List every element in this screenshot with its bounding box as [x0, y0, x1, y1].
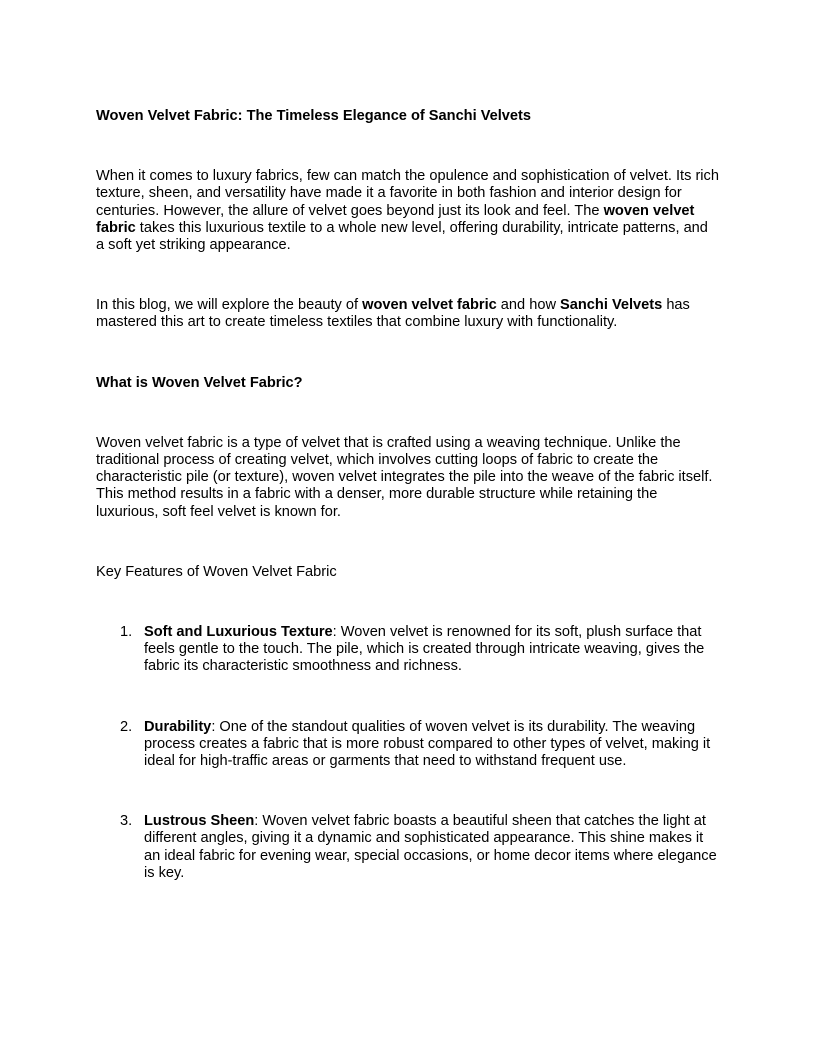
intro-text-2: takes this luxurious textile to a whole new level, offering durability, intricate patterns, and a soft yet striking appearance. — [96, 219, 708, 254]
list-item-term: Durability — [144, 718, 212, 735]
list-item-term: Lustrous Sheen — [144, 813, 255, 830]
list-item — [96, 813, 720, 882]
list-item-number: 2. — [120, 718, 133, 735]
list-item-text: : Woven velvet is renowned for its soft, plush surface that feels gentle to the touch. The pile, which is created through intricate weaving, gives the fabric its characteristic smoothness and richness. — [144, 624, 705, 675]
blog-text-2: and how — [496, 297, 561, 314]
features-list — [96, 624, 720, 882]
features-heading: Key Features of Woven Velvet Fabric — [96, 563, 337, 580]
blog-bold-sanchi-velvets: Sanchi Velvets — [560, 297, 663, 314]
definition-paragraph: Woven velvet fabric is a type of velvet that is crafted using a weaving technique. Unlike the traditional process of creating velvet, which involves cutting loops of fabric to create the characteristic pile (or texture), woven velvet integrates the pile into the weave of the fabric itself. This method results in a fabric with a denser, more durable structure while retaining the luxurious, soft feel velvet is known for. — [96, 434, 713, 520]
list-item — [96, 719, 720, 771]
blog-text-1: In this blog, we will explore the beauty of — [96, 297, 363, 314]
list-item — [96, 624, 720, 676]
intro-text-1: When it comes to luxury fabrics, few can match the opulence and sophistication of velvet. Its rich texture, sheen, and versatility have made it a favorite in both fashion and interior design for centuries. However, the allure of velvet goes beyond just its look and feel. The — [96, 168, 719, 219]
intro-bold-woven-velvet: woven velvet fabric — [96, 202, 695, 236]
intro-paragraph — [96, 168, 720, 254]
section-heading: What is Woven Velvet Fabric? — [96, 374, 303, 391]
document-title: Woven Velvet Fabric: The Timeless Elegance of Sanchi Velvets — [96, 108, 532, 124]
list-item-number: 3. — [120, 813, 133, 830]
list-item-text: : One of the standout qualities of woven velvet is its durability. The weaving process creates a fabric that is more robust compared to other types of velvet, making it ideal for high-traffic areas or garments that need to withstand frequent use. — [144, 718, 711, 770]
list-item-text: : Woven velvet fabric boasts a beautiful sheen that catches the light at different angles, giving it a dynamic and sophisticated appearance. This shine makes it an ideal fabric for evening wear, special occasions, or home decor items where elegance is key. — [144, 813, 717, 881]
list-item-number: 1. — [120, 624, 133, 641]
blog-paragraph — [96, 297, 720, 331]
blog-bold-woven-velvet: woven velvet fabric — [362, 297, 497, 314]
blog-text-3: has mastered this art to create timeless textiles that combine luxury with functionality. — [96, 297, 690, 331]
list-item-term: Soft and Luxurious Texture — [144, 624, 333, 641]
